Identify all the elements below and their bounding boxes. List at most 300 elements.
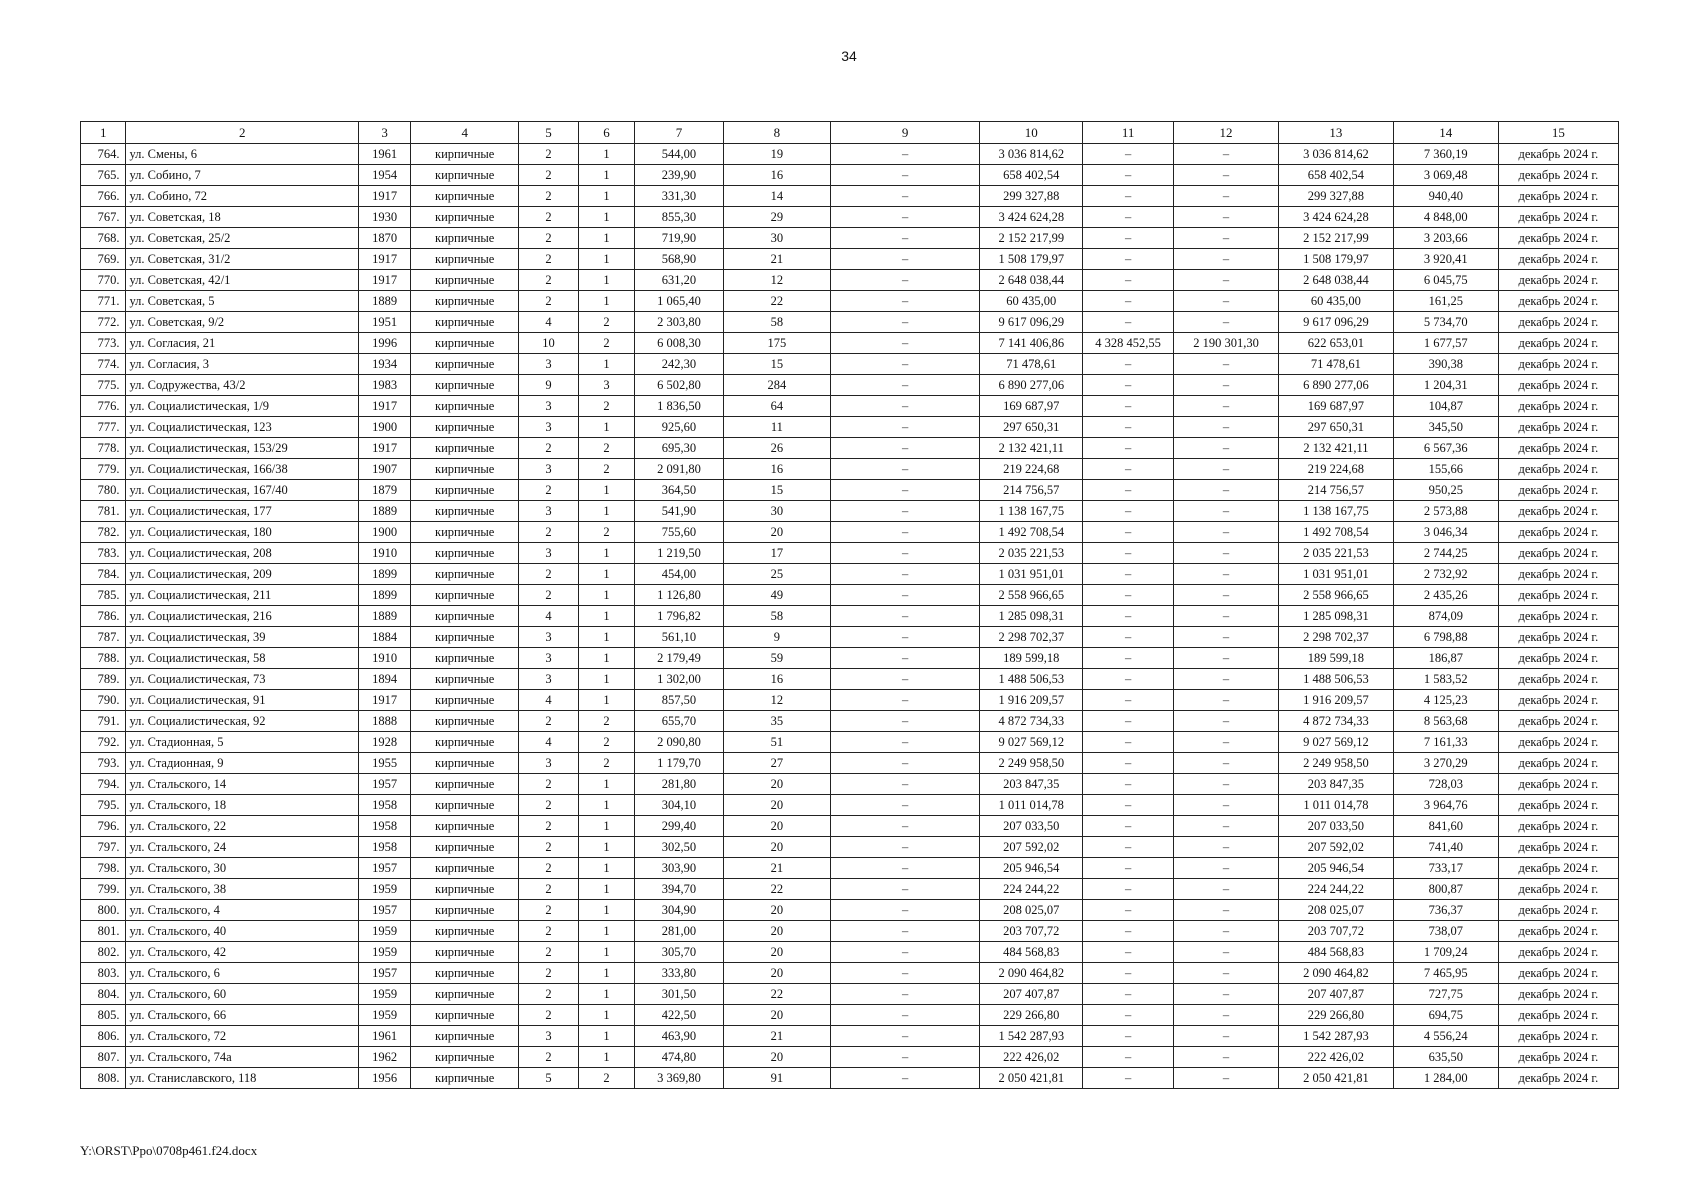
table-cell: 768. — [81, 228, 126, 249]
table-cell: ул. Социалистическая, 153/29 — [126, 438, 359, 459]
table-cell: ул. Стальского, 38 — [126, 879, 359, 900]
table-cell: 1962 — [359, 1047, 411, 1068]
table-cell: – — [830, 1068, 979, 1089]
table-cell: 1907 — [359, 459, 411, 480]
table-cell: – — [830, 522, 979, 543]
table-cell: – — [830, 669, 979, 690]
table-cell: – — [1083, 543, 1174, 564]
column-header: 8 — [723, 122, 830, 144]
table-cell: 12 — [723, 690, 830, 711]
table-cell: 1951 — [359, 312, 411, 333]
table-cell: – — [1083, 942, 1174, 963]
table-cell: 10 — [519, 333, 579, 354]
table-cell: 2 — [578, 1068, 634, 1089]
table-cell: 27 — [723, 753, 830, 774]
table-cell: 331,30 — [635, 186, 724, 207]
table-cell: 208 025,07 — [1279, 900, 1394, 921]
table-row — [81, 858, 1619, 879]
table-cell: 1 488 506,53 — [980, 669, 1083, 690]
table-cell: – — [1083, 753, 1174, 774]
table-cell: 655,70 — [635, 711, 724, 732]
table-cell: 2 — [519, 186, 579, 207]
table-cell: ул. Станиславского, 118 — [126, 1068, 359, 1089]
table-cell: ул. Стальского, 14 — [126, 774, 359, 795]
table-cell: – — [1083, 438, 1174, 459]
table-cell: 484 568,83 — [980, 942, 1083, 963]
table-cell: ул. Стальского, 30 — [126, 858, 359, 879]
table-cell: ул. Стальского, 60 — [126, 984, 359, 1005]
table-row — [81, 396, 1619, 417]
table-cell: декабрь 2024 г. — [1498, 1068, 1618, 1089]
table-cell: 803. — [81, 963, 126, 984]
table-cell: – — [1174, 291, 1279, 312]
table-cell: – — [1174, 228, 1279, 249]
table-cell: ул. Стальского, 42 — [126, 942, 359, 963]
table-cell: 161,25 — [1393, 291, 1498, 312]
table-cell: 1 — [578, 354, 634, 375]
table-cell: 1910 — [359, 543, 411, 564]
table-cell: 207 407,87 — [1279, 984, 1394, 1005]
table-cell: ул. Социалистическая, 208 — [126, 543, 359, 564]
table-cell: ул. Социалистическая, 123 — [126, 417, 359, 438]
table-cell: – — [1174, 417, 1279, 438]
table-cell: 801. — [81, 921, 126, 942]
footer-file-path: Y:\ORST\Ppo\0708p461.f24.docx — [80, 1143, 258, 1158]
table-cell: 207 592,02 — [980, 837, 1083, 858]
table-cell: 59 — [723, 648, 830, 669]
table-cell: 224 244,22 — [980, 879, 1083, 900]
table-cell: кирпичные — [411, 249, 519, 270]
table-cell: 29 — [723, 207, 830, 228]
table-cell: 207 592,02 — [1279, 837, 1394, 858]
table-cell: 222 426,02 — [980, 1047, 1083, 1068]
table-cell: кирпичные — [411, 711, 519, 732]
table-cell: ул. Социалистическая, 167/40 — [126, 480, 359, 501]
table-cell: 2 — [519, 795, 579, 816]
table-cell: 2 — [519, 984, 579, 1005]
table-cell: 422,50 — [635, 1005, 724, 1026]
table-cell: 2 — [519, 837, 579, 858]
table-cell: – — [1174, 438, 1279, 459]
table-cell: ул. Стальского, 40 — [126, 921, 359, 942]
table-cell: – — [1083, 207, 1174, 228]
table-cell: 2 298 702,37 — [1279, 627, 1394, 648]
table-cell: – — [1083, 501, 1174, 522]
table-cell: 3 — [519, 1026, 579, 1047]
table-row — [81, 144, 1619, 165]
table-cell: 1 — [578, 774, 634, 795]
table-cell: 3 — [578, 375, 634, 396]
table-cell: 2 — [578, 312, 634, 333]
table-cell: декабрь 2024 г. — [1498, 795, 1618, 816]
table-cell: 1957 — [359, 858, 411, 879]
table-cell: 1 492 708,54 — [1279, 522, 1394, 543]
table-cell: 1 — [578, 858, 634, 879]
table-cell: 794. — [81, 774, 126, 795]
table-cell: ул. Смены, 6 — [126, 144, 359, 165]
table-cell: 1 916 209,57 — [1279, 690, 1394, 711]
table-cell: 5 734,70 — [1393, 312, 1498, 333]
table-cell: – — [830, 291, 979, 312]
table-cell: 772. — [81, 312, 126, 333]
table-cell: 239,90 — [635, 165, 724, 186]
table-row — [81, 921, 1619, 942]
table-cell: 1 285 098,31 — [1279, 606, 1394, 627]
table-cell: 189 599,18 — [980, 648, 1083, 669]
table-cell: 284 — [723, 375, 830, 396]
table-cell: декабрь 2024 г. — [1498, 690, 1618, 711]
table-row — [81, 480, 1619, 501]
table-cell: кирпичные — [411, 375, 519, 396]
table-cell: – — [1174, 921, 1279, 942]
table-cell: 20 — [723, 942, 830, 963]
table-cell: 203 847,35 — [1279, 774, 1394, 795]
table-cell: 1917 — [359, 270, 411, 291]
table-cell: 1 031 951,01 — [980, 564, 1083, 585]
table-cell: ул. Социалистическая, 216 — [126, 606, 359, 627]
table-cell: 299 327,88 — [1279, 186, 1394, 207]
table-cell: 1 — [578, 270, 634, 291]
table-cell: 3 036 814,62 — [980, 144, 1083, 165]
table-cell: 30 — [723, 501, 830, 522]
table-cell: декабрь 2024 г. — [1498, 354, 1618, 375]
table-cell: – — [1083, 1026, 1174, 1047]
table-cell: 7 465,95 — [1393, 963, 1498, 984]
table-cell: кирпичные — [411, 627, 519, 648]
table-cell: 1884 — [359, 627, 411, 648]
table-cell: – — [830, 543, 979, 564]
table-cell: 3 — [519, 753, 579, 774]
table-cell: кирпичные — [411, 207, 519, 228]
table-cell: 2 — [519, 900, 579, 921]
table-cell: 727,75 — [1393, 984, 1498, 1005]
table-cell: 1 219,50 — [635, 543, 724, 564]
table-cell: 779. — [81, 459, 126, 480]
table-cell: 104,87 — [1393, 396, 1498, 417]
table-cell: 71 478,61 — [1279, 354, 1394, 375]
table-cell: 1 508 179,97 — [980, 249, 1083, 270]
table-row — [81, 1005, 1619, 1026]
table-cell: – — [830, 333, 979, 354]
table-cell: 1 488 506,53 — [1279, 669, 1394, 690]
table-cell: 1 542 287,93 — [1279, 1026, 1394, 1047]
table-cell: кирпичные — [411, 312, 519, 333]
table-cell: – — [1083, 732, 1174, 753]
table-cell: – — [1174, 543, 1279, 564]
table-cell: 6 008,30 — [635, 333, 724, 354]
table-cell: 20 — [723, 963, 830, 984]
table-row — [81, 543, 1619, 564]
table-cell: – — [830, 711, 979, 732]
table-cell: ул. Стальского, 6 — [126, 963, 359, 984]
column-header: 7 — [635, 122, 724, 144]
table-cell: ул. Социалистическая, 73 — [126, 669, 359, 690]
table-row — [81, 795, 1619, 816]
column-header: 2 — [126, 122, 359, 144]
table-row — [81, 711, 1619, 732]
table-cell: 1 916 209,57 — [980, 690, 1083, 711]
table-cell: 20 — [723, 795, 830, 816]
table-cell: 474,80 — [635, 1047, 724, 1068]
table-cell: 787. — [81, 627, 126, 648]
table-cell: – — [1083, 354, 1174, 375]
table-cell: 463,90 — [635, 1026, 724, 1047]
table-cell: 1 285 098,31 — [980, 606, 1083, 627]
table-cell: декабрь 2024 г. — [1498, 1026, 1618, 1047]
table-cell: декабрь 2024 г. — [1498, 963, 1618, 984]
table-cell: – — [830, 900, 979, 921]
table-cell: – — [1174, 375, 1279, 396]
column-header: 13 — [1279, 122, 1394, 144]
table-cell: 4 — [519, 690, 579, 711]
table-cell: 17 — [723, 543, 830, 564]
table-cell: – — [1083, 249, 1174, 270]
table-cell: 364,50 — [635, 480, 724, 501]
table-cell: 186,87 — [1393, 648, 1498, 669]
table-cell: 345,50 — [1393, 417, 1498, 438]
table-cell: – — [1174, 774, 1279, 795]
table-cell: 3 369,80 — [635, 1068, 724, 1089]
table-cell: 1888 — [359, 711, 411, 732]
table-cell: 51 — [723, 732, 830, 753]
table-cell: 2 — [578, 522, 634, 543]
table-cell: 2 132 421,11 — [1279, 438, 1394, 459]
column-header: 9 — [830, 122, 979, 144]
table-cell: 1959 — [359, 879, 411, 900]
table-cell: 806. — [81, 1026, 126, 1047]
table-cell: кирпичные — [411, 837, 519, 858]
table-row — [81, 270, 1619, 291]
table-cell: 203 707,72 — [980, 921, 1083, 942]
table-cell: 304,10 — [635, 795, 724, 816]
table-cell: 6 567,36 — [1393, 438, 1498, 459]
table-cell: 49 — [723, 585, 830, 606]
table-cell: – — [830, 606, 979, 627]
table-cell: 3 046,34 — [1393, 522, 1498, 543]
table-cell: 1 — [578, 816, 634, 837]
table-cell: – — [1174, 1005, 1279, 1026]
table-cell: 229 266,80 — [1279, 1005, 1394, 1026]
table-cell: 1 — [578, 291, 634, 312]
table-cell: 741,40 — [1393, 837, 1498, 858]
table-row — [81, 585, 1619, 606]
table-cell: ул. Социалистическая, 177 — [126, 501, 359, 522]
table-cell: 21 — [723, 1026, 830, 1047]
table-cell: 3 — [519, 669, 579, 690]
table-cell: 795. — [81, 795, 126, 816]
table-cell: 2 744,25 — [1393, 543, 1498, 564]
table-cell: ул. Согласия, 21 — [126, 333, 359, 354]
table-cell: ул. Стальского, 4 — [126, 900, 359, 921]
table-cell: ул. Советская, 5 — [126, 291, 359, 312]
table-cell: 4 — [519, 732, 579, 753]
table-cell: – — [1174, 522, 1279, 543]
table-row — [81, 228, 1619, 249]
table-cell: ул. Согласия, 3 — [126, 354, 359, 375]
table-cell: 9 — [723, 627, 830, 648]
table-cell: 207 033,50 — [980, 816, 1083, 837]
table-cell: ул. Советская, 9/2 — [126, 312, 359, 333]
table-cell: 1917 — [359, 186, 411, 207]
table-cell: 1959 — [359, 984, 411, 1005]
table-cell: – — [1174, 795, 1279, 816]
table-cell: – — [1083, 228, 1174, 249]
table-cell: 1 — [578, 1047, 634, 1068]
table-cell: 1959 — [359, 921, 411, 942]
table-cell: – — [830, 501, 979, 522]
table-cell: 20 — [723, 774, 830, 795]
table-cell: 2 — [519, 291, 579, 312]
table-cell: 169 687,97 — [1279, 396, 1394, 417]
table-cell: кирпичные — [411, 354, 519, 375]
table-cell: – — [830, 459, 979, 480]
table-cell: 1 — [578, 564, 634, 585]
table-cell: кирпичные — [411, 690, 519, 711]
table-cell: 4 556,24 — [1393, 1026, 1498, 1047]
table-cell: декабрь 2024 г. — [1498, 480, 1618, 501]
table-cell: 1 — [578, 690, 634, 711]
table-cell: – — [830, 186, 979, 207]
table-cell: 58 — [723, 312, 830, 333]
column-header: 5 — [519, 122, 579, 144]
table-cell: 2 — [519, 522, 579, 543]
table-cell: 1956 — [359, 1068, 411, 1089]
table-cell: 11 — [723, 417, 830, 438]
table-cell: 790. — [81, 690, 126, 711]
table-cell: кирпичные — [411, 480, 519, 501]
table-cell: 390,38 — [1393, 354, 1498, 375]
table-cell: ул. Собино, 7 — [126, 165, 359, 186]
table-cell: 205 946,54 — [1279, 858, 1394, 879]
table-row — [81, 291, 1619, 312]
table-cell: – — [1174, 837, 1279, 858]
table-cell: – — [1174, 648, 1279, 669]
table-cell: 2 152 217,99 — [1279, 228, 1394, 249]
table-cell: 1959 — [359, 942, 411, 963]
table-cell: – — [830, 165, 979, 186]
table-row — [81, 459, 1619, 480]
table-cell: 808. — [81, 1068, 126, 1089]
table-cell: декабрь 2024 г. — [1498, 522, 1618, 543]
table-cell: декабрь 2024 г. — [1498, 459, 1618, 480]
table-cell: 7 360,19 — [1393, 144, 1498, 165]
table-cell: 2 298 702,37 — [980, 627, 1083, 648]
table-cell: 2 035 221,53 — [980, 543, 1083, 564]
column-header: 12 — [1174, 122, 1279, 144]
table-cell: 857,50 — [635, 690, 724, 711]
table-cell: ул. Стальского, 66 — [126, 1005, 359, 1026]
table-cell: 2 — [519, 144, 579, 165]
table-cell: ул. Стальского, 74а — [126, 1047, 359, 1068]
table-cell: – — [1083, 711, 1174, 732]
table-cell: – — [830, 249, 979, 270]
table-cell: ул. Собино, 72 — [126, 186, 359, 207]
column-header: 15 — [1498, 122, 1618, 144]
table-cell: декабрь 2024 г. — [1498, 186, 1618, 207]
table-cell: кирпичные — [411, 900, 519, 921]
column-header: 3 — [359, 122, 411, 144]
table-cell: – — [830, 480, 979, 501]
table-cell: 622 653,01 — [1279, 333, 1394, 354]
table-cell: – — [1174, 312, 1279, 333]
table-row — [81, 690, 1619, 711]
table-cell: кирпичные — [411, 228, 519, 249]
table-cell: 20 — [723, 837, 830, 858]
table-cell: 207 407,87 — [980, 984, 1083, 1005]
table-cell: 561,10 — [635, 627, 724, 648]
table-cell: – — [830, 690, 979, 711]
table-cell: 1 — [578, 921, 634, 942]
table-cell: 797. — [81, 837, 126, 858]
table-cell: 1954 — [359, 165, 411, 186]
table-cell: 1957 — [359, 900, 411, 921]
table-cell: 4 — [519, 606, 579, 627]
table-cell: декабрь 2024 г. — [1498, 774, 1618, 795]
table-cell: 7 161,33 — [1393, 732, 1498, 753]
table-cell: – — [1083, 312, 1174, 333]
table-cell: 2 091,80 — [635, 459, 724, 480]
table-cell: 2 179,49 — [635, 648, 724, 669]
table-cell: 1870 — [359, 228, 411, 249]
table-cell: – — [830, 648, 979, 669]
table-cell: 155,66 — [1393, 459, 1498, 480]
table-cell: кирпичные — [411, 333, 519, 354]
table-cell: 855,30 — [635, 207, 724, 228]
table-cell: 2 152 217,99 — [980, 228, 1083, 249]
table-cell: кирпичные — [411, 921, 519, 942]
table-cell: – — [1174, 690, 1279, 711]
table-cell: 784. — [81, 564, 126, 585]
table-cell: ул. Социалистическая, 1/9 — [126, 396, 359, 417]
table-cell: 1 — [578, 606, 634, 627]
table-cell: ул. Стальского, 24 — [126, 837, 359, 858]
table-cell: – — [830, 837, 979, 858]
table-cell: кирпичные — [411, 396, 519, 417]
table-cell: 3 — [519, 543, 579, 564]
table-cell: – — [1174, 942, 1279, 963]
table-cell: 3 920,41 — [1393, 249, 1498, 270]
table-cell: ул. Социалистическая, 166/38 — [126, 459, 359, 480]
table-row — [81, 207, 1619, 228]
table-cell: ул. Советская, 42/1 — [126, 270, 359, 291]
table-cell: – — [1174, 627, 1279, 648]
table-cell: – — [1174, 186, 1279, 207]
table-cell: кирпичные — [411, 1026, 519, 1047]
table-cell: 169 687,97 — [980, 396, 1083, 417]
table-row — [81, 501, 1619, 522]
table-cell: декабрь 2024 г. — [1498, 438, 1618, 459]
table-cell: декабрь 2024 г. — [1498, 669, 1618, 690]
table-cell: – — [830, 963, 979, 984]
table-cell: декабрь 2024 г. — [1498, 921, 1618, 942]
table-cell: 2 — [519, 585, 579, 606]
table-cell: 2 249 958,50 — [980, 753, 1083, 774]
table-cell: – — [1174, 879, 1279, 900]
table-cell: 2 — [578, 333, 634, 354]
table-cell: 788. — [81, 648, 126, 669]
table-cell: 299 327,88 — [980, 186, 1083, 207]
table-cell: – — [830, 417, 979, 438]
table-cell: 1958 — [359, 795, 411, 816]
table-cell: 1889 — [359, 291, 411, 312]
table-cell: – — [1083, 1068, 1174, 1089]
table-cell: – — [830, 627, 979, 648]
table-row — [81, 984, 1619, 1005]
table-cell: 1 — [578, 879, 634, 900]
table-cell: 2 — [519, 816, 579, 837]
table-cell: 1900 — [359, 417, 411, 438]
table-cell: – — [1083, 165, 1174, 186]
